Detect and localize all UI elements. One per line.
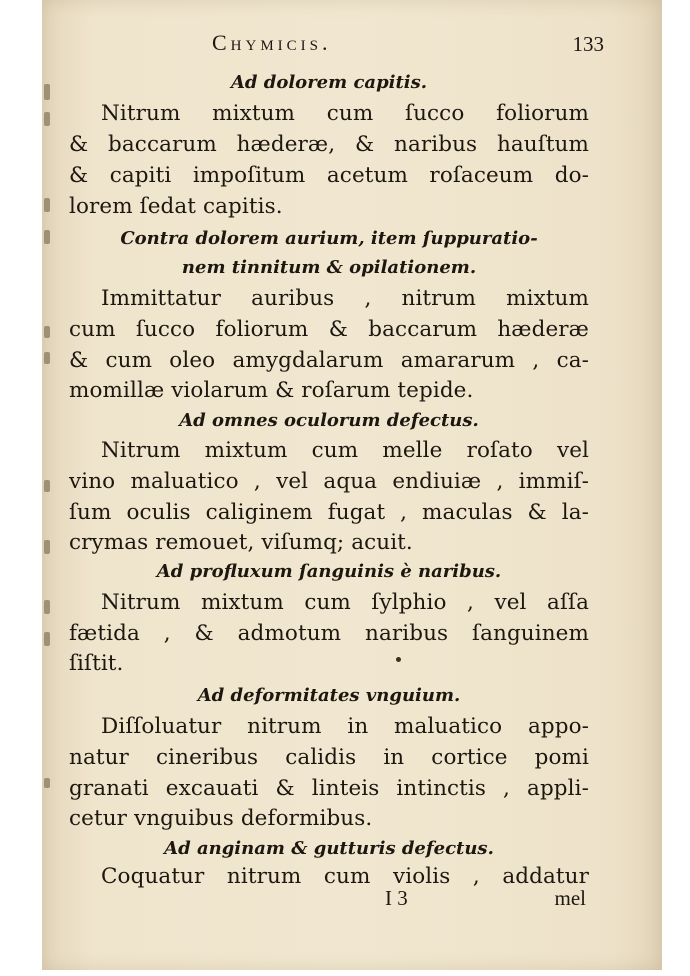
gutter-mark — [44, 112, 50, 126]
gutter-mark — [44, 540, 50, 554]
section-heading: Ad profluxum ſanguinis è naribus. — [156, 561, 502, 582]
section-heading: Ad anginam & gutturis defectus. — [164, 838, 494, 859]
text-line: cetur vnguibus deformibus. — [69, 806, 373, 831]
running-head: Chymicis. — [212, 30, 332, 55]
gutter-mark — [44, 230, 50, 244]
text-line: & cum oleo amygdalarum amararum , ca- — [69, 348, 589, 373]
text-line: Nitrum mixtum cum ſylphio , vel aſſa — [101, 590, 589, 615]
section-heading: Ad omnes oculorum defectus. — [179, 410, 479, 431]
book-page — [42, 0, 662, 970]
gutter-mark — [44, 198, 50, 212]
text-line: momillæ violarum & roſarum tepide. — [69, 378, 474, 403]
catchword: mel — [554, 886, 586, 910]
gutter-mark — [44, 632, 50, 646]
section-heading: Ad dolorem capitis. — [230, 72, 428, 93]
section-heading: nem tinnitum & opilationem. — [181, 257, 477, 278]
text-line: ſum oculis caliginem fugat , maculas & la- — [69, 500, 589, 525]
text-line: & capiti impoſitum acetum roſaceum do- — [69, 163, 589, 188]
gutter-mark — [44, 480, 50, 492]
text-line: ſiſtit. — [69, 651, 124, 676]
signature-mark: I 3 — [385, 886, 408, 910]
text-line: Nitrum mixtum cum melle roſato vel — [101, 438, 589, 463]
text-line: crymas remouet, viſumq; acuit. — [69, 530, 413, 555]
text-line: Immittatur auribus , nitrum mixtum — [101, 286, 589, 311]
gutter-mark — [44, 778, 50, 788]
text-line: cum ſucco foliorum & baccarum hæderæ — [69, 317, 589, 342]
gutter-mark — [44, 352, 50, 364]
text-line: Coquatur nitrum cum violis , addatur — [101, 864, 589, 889]
text-line: vino maluatico , vel aqua endiuiæ , immiſ- — [69, 469, 589, 494]
text-line: natur cineribus calidis in cortice pomi — [69, 745, 589, 770]
text-line: fætida , & admotum naribus ſanguinem — [69, 621, 589, 646]
gutter-mark — [44, 600, 50, 614]
gutter-mark — [44, 84, 50, 100]
text-line: Diſſoluatur nitrum in maluatico appo- — [101, 714, 589, 739]
text-line: lorem ſedat capitis. — [69, 194, 283, 219]
text-line: Nitrum mixtum cum ſucco foliorum — [101, 101, 589, 126]
section-heading: Contra dolorem aurium, item ſuppuratio- — [120, 228, 538, 249]
text-line: granati excauati & linteis intinctis , appli- — [69, 776, 589, 801]
text-line: & baccarum hæderæ, & naribus hauſtum — [69, 132, 589, 157]
gutter-mark — [44, 326, 50, 338]
section-heading: Ad deformitates vnguium. — [197, 685, 461, 706]
page-number: 133 — [572, 32, 604, 56]
